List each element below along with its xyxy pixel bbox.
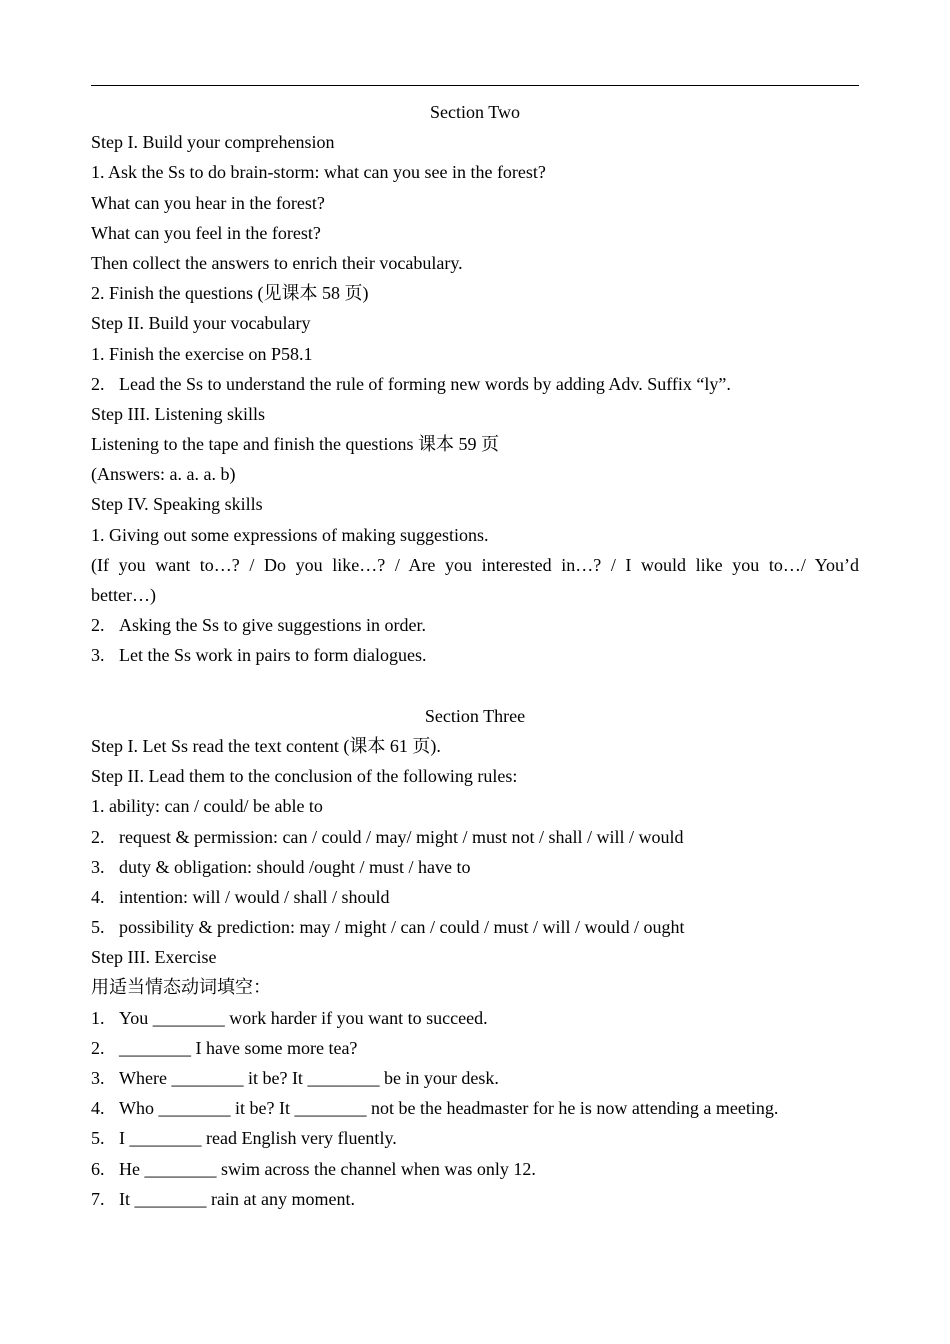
document-body <box>91 97 859 1214</box>
s3-step3: Step III. Exercise <box>91 947 217 968</box>
list-number: 2. <box>91 615 105 636</box>
exercise-item <box>91 1123 859 1153</box>
exercise-item <box>91 1033 859 1063</box>
list-number: 4. <box>91 886 105 907</box>
list-number: 5. <box>91 917 105 938</box>
step1-question-hear: What can you hear in the forest? <box>91 192 325 213</box>
list-number: 4. <box>91 1098 105 1119</box>
exercise-item <box>91 1154 859 1184</box>
list-number: 6. <box>91 1158 105 1179</box>
step3-text: Listening to the tape and finish the questions 课本 59 页 <box>91 434 499 455</box>
rule-item <box>91 882 859 912</box>
step4-title: Step IV. Speaking skills <box>91 494 263 515</box>
exercise-item <box>91 1063 859 1093</box>
list-text: He ________ swim across the channel when was only 12. <box>119 1158 536 1179</box>
s3-step2: Step II. Lead them to the conclusion of the following rules: <box>91 766 518 787</box>
list-text: It ________ rain at any moment. <box>119 1188 355 1209</box>
rule-item-1: 1. ability: can / could/ be able to <box>91 796 323 817</box>
list-text: intention: will / would / shall / should <box>119 886 390 907</box>
step1-question-feel: What can you feel in the forest? <box>91 222 321 243</box>
section-three-heading: Section Three <box>424 705 526 726</box>
section-two-heading: Section Two <box>430 102 520 122</box>
list-text: possibility & prediction: may / might / can / could / must / will / would / ought <box>119 917 685 938</box>
list-text: request & permission: can / could / may/ might / must not / shall / will / would <box>119 826 684 847</box>
list-text: Let the Ss work in pairs to form dialogues. <box>119 645 427 666</box>
step2-item-1: 1. Finish the exercise on P58.1 <box>91 343 313 364</box>
step2-title: Step II. Build your vocabulary <box>91 313 311 334</box>
exercise-item <box>91 1093 859 1123</box>
list-number: 5. <box>91 1128 105 1149</box>
list-text: You ________ work harder if you want to succeed. <box>119 1007 488 1028</box>
step1-item-1: 1. Ask the Ss to do brain-storm: what can you see in the forest? <box>91 162 546 183</box>
list-text: ________ I have some more tea? <box>119 1037 358 1058</box>
list-number: 2. <box>91 826 105 847</box>
list-text: Lead the Ss to understand the rule of forming new words by adding Adv. Suffix “ly”. <box>119 373 731 394</box>
list-number: 2. <box>91 373 105 394</box>
list-number: 7. <box>91 1188 105 1209</box>
list-number: 3. <box>91 1068 105 1088</box>
list-number: 1. <box>91 1007 105 1028</box>
list-number: 2. <box>91 1037 105 1058</box>
rule-item <box>91 852 859 882</box>
rule-item <box>91 822 859 852</box>
list-text: Asking the Ss to give suggestions in order. <box>119 615 426 636</box>
step4-expressions-line-1: (If you want to…? / Do you like…? / Are you interested in…? / I would like you to…/ You’d <box>91 554 859 575</box>
step1-item-2: 2. Finish the questions (见课本 58 页) <box>91 283 369 304</box>
step3-title: Step III. Listening skills <box>91 403 265 424</box>
step4-item-3 <box>91 640 859 670</box>
list-text: Who ________ it be? It ________ not be the headmaster for he is now attending a meeting. <box>119 1098 779 1119</box>
section-spacer <box>91 671 859 701</box>
step3-answers: (Answers: a. a. a. b) <box>91 464 236 485</box>
exercise-item <box>91 1184 859 1214</box>
step1-title: Step I. Build your comprehension <box>91 132 335 153</box>
list-number: 3. <box>91 856 105 877</box>
step4-expressions-line-2: better…) <box>91 585 156 605</box>
exercise-item <box>91 1003 859 1033</box>
header-rule <box>91 85 859 86</box>
step4-item-2 <box>91 610 859 640</box>
list-number: 3. <box>91 645 105 666</box>
s3-step1: Step I. Let Ss read the text content (课本 61 页). <box>91 735 441 756</box>
step2-item-2 <box>91 369 859 399</box>
step1-collect: Then collect the answers to enrich their vocabulary. <box>91 252 463 273</box>
list-text: I ________ read English very fluently. <box>119 1128 397 1149</box>
list-text: duty & obligation: should /ought / must / have to <box>119 856 471 877</box>
list-text: Where ________ it be? It ________ be in your desk. <box>119 1068 499 1088</box>
step4-item-1: 1. Giving out some expressions of making suggestions. <box>91 524 489 545</box>
rule-item <box>91 912 859 942</box>
exercise-instruction: 用适当情态动词填空： <box>91 977 271 998</box>
